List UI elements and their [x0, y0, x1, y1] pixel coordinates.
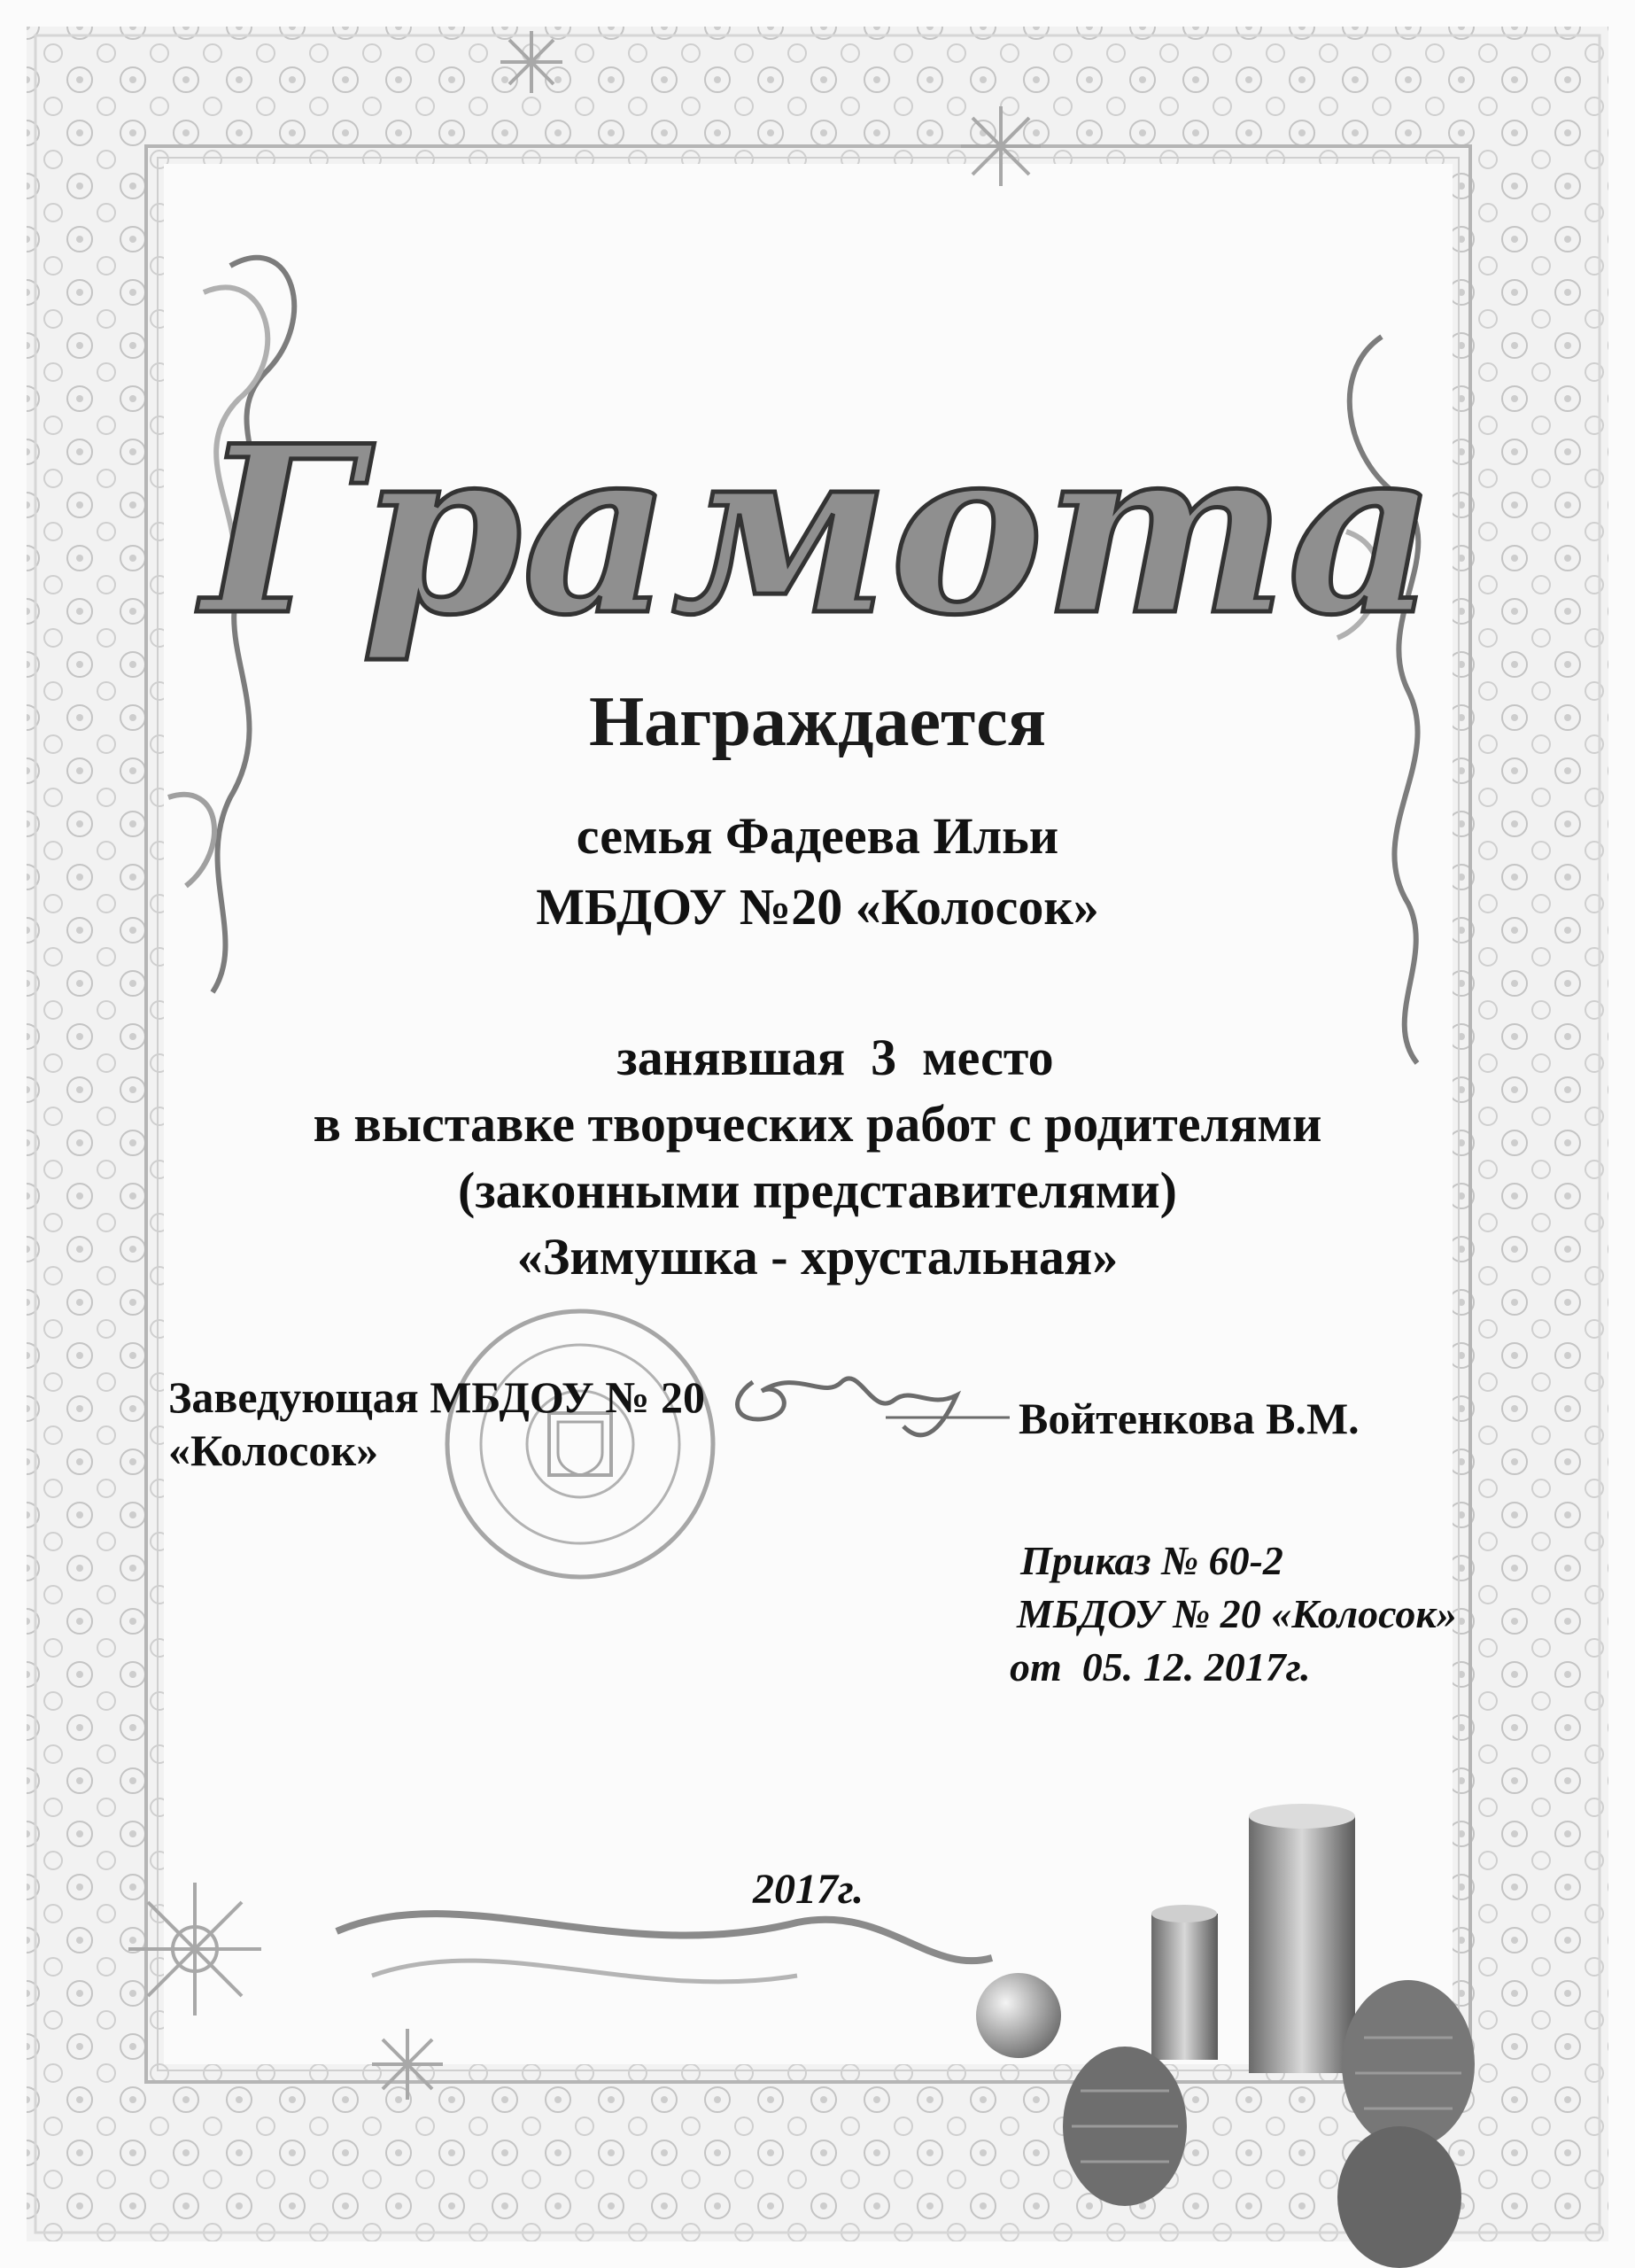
official-stamp: [447, 1311, 713, 1577]
event-line-3: «Зимушка - хрустальная»: [516, 1228, 1119, 1285]
handwritten-signature: [738, 1379, 1010, 1435]
recipient-name: семья Фадеева Ильи: [576, 807, 1059, 865]
place-line: занявшая 3 место: [616, 1029, 1054, 1086]
order-number: Приказ № 60-2: [1020, 1538, 1283, 1583]
event-line-1: в выставке творческих работ с родителями: [313, 1095, 1322, 1153]
certificate-year: 2017г.: [753, 1866, 864, 1913]
signatory-name: Войтенкова В.М.: [1019, 1394, 1360, 1443]
recipient-organization: МБДОУ №20 «Колосок»: [536, 878, 1099, 936]
certificate-title: Грамота: [202, 396, 1437, 666]
order-organization: МБДОУ № 20 «Колосок»: [1017, 1591, 1457, 1636]
signatory-title: Заведующая МБДОУ № 20: [168, 1372, 705, 1422]
order-date: от 05. 12. 2017г.: [1010, 1644, 1311, 1689]
award-line: Награждается: [588, 683, 1047, 761]
event-line-2: (законными представителями): [458, 1161, 1177, 1219]
signatory-organization: «Колосок»: [168, 1425, 379, 1475]
